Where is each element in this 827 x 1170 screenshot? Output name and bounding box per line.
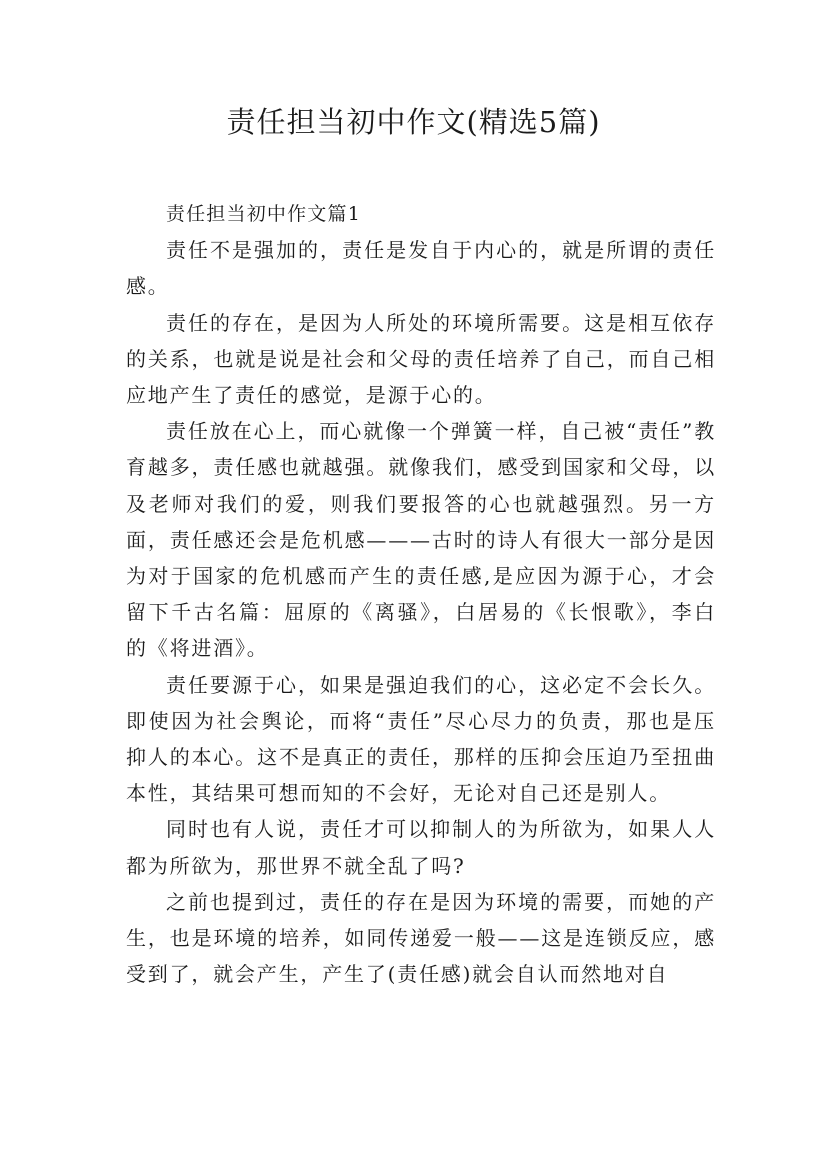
paragraph: 责任不是强加的，责任是发自于内心的，就是所谓的责任感。	[126, 238, 716, 299]
paragraph: 同时也有人说，责任才可以抑制人的为所欲为，如果人人都为所欲为，那世界不就全乱了吗?	[126, 817, 716, 878]
paragraph: 之前也提到过，责任的存在是因为环境的需要，而她的产生，也是环境的培养，如同传递爱一般——这是连锁反应，感受到了，就会产生，产生了(责任感)就会自认而然地对自	[126, 889, 716, 987]
paragraph: 责任放在心上，而心就像一个弹簧一样，自己被“责任”教育越多，责任感也就越强。就像我们，感受到国家和父母，以及老师对我们的爱，则我们要报答的心也就越强烈。另一方面，责任感还会是危机感———古时的诗人有很大一部分是因为对于国家的危机感而产生的责任感,是应因为源于心，才会留下千古名篇：屈原的《离骚》，白居易的《长恨歌》，李白的《将进酒》。	[126, 419, 716, 661]
document-body	[126, 196, 716, 992]
paragraph: 责任要源于心，如果是强迫我们的心，这必定不会长久。即使因为社会舆论，而将“责任”尽心尽力的负责，那也是压抑人的本心。这不是真正的责任，那样的压抑会压迫乃至扭曲本性，其结果可想而知的不会好，无论对自己还是别人。	[126, 672, 716, 806]
section-heading: 责任担当初中作文篇1	[165, 203, 361, 225]
document-title: 责任担当初中作文(精选5篇)	[226, 105, 601, 139]
paragraph: 责任的存在，是因为人所处的环境所需要。这是相互依存的关系，也就是说是社会和父母的责任培养了自己，而自己相应地产生了责任的感觉，是源于心的。	[126, 310, 716, 408]
